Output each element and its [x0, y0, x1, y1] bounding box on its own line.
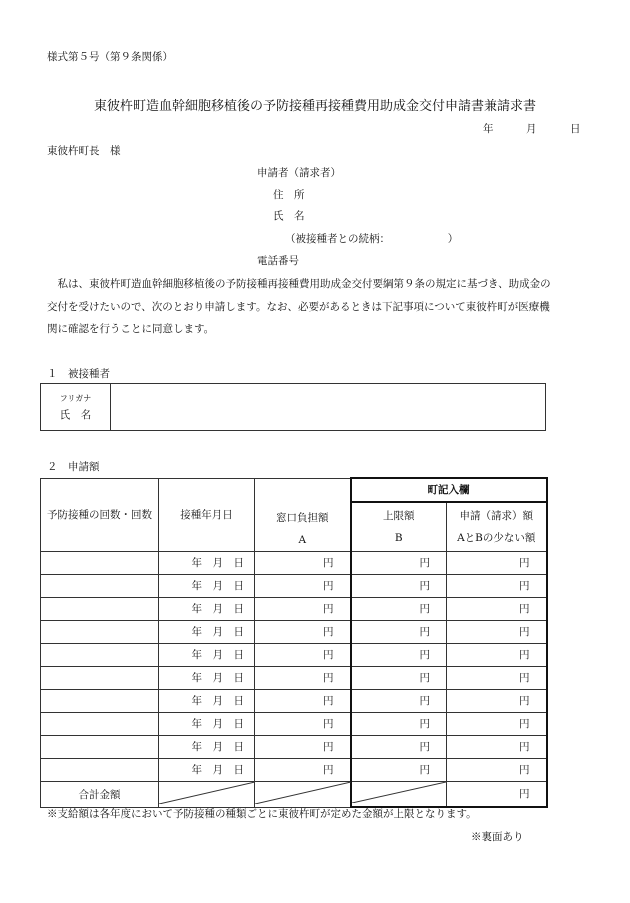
total-limit-blank	[351, 781, 447, 807]
date-cell[interactable]: 年 月 日	[159, 574, 255, 597]
recipient-name-label: 氏 名	[59, 409, 92, 421]
date-cell[interactable]: 年 月 日	[159, 551, 255, 574]
request-cell[interactable]: 円	[447, 758, 547, 781]
request-cell[interactable]: 円	[447, 689, 547, 712]
recipient-box	[40, 383, 546, 431]
copay-cell[interactable]: 円	[255, 597, 351, 620]
total-copay-blank	[255, 781, 351, 807]
copay-cell[interactable]: 円	[255, 574, 351, 597]
date-cell[interactable]: 年 月 日	[159, 643, 255, 666]
header-request-label: 申請（請求）額	[459, 509, 533, 522]
request-cell[interactable]: 円	[447, 620, 547, 643]
applicant-name-label: 氏 名	[273, 210, 305, 222]
table-row	[41, 574, 547, 597]
limit-cell[interactable]: 円	[351, 735, 447, 758]
copay-cell[interactable]: 円	[255, 689, 351, 712]
table-row	[41, 597, 547, 620]
header-request	[447, 502, 547, 551]
date-cell[interactable]: 年 月 日	[159, 597, 255, 620]
date-year: 年	[483, 123, 494, 135]
total-date-blank	[159, 781, 255, 807]
count-cell[interactable]	[41, 574, 159, 597]
section1-heading: １ 被接種者	[47, 368, 110, 380]
limit-cell[interactable]: 円	[351, 712, 447, 735]
copay-cell[interactable]: 円	[255, 551, 351, 574]
copay-cell[interactable]: 円	[255, 666, 351, 689]
request-cell[interactable]: 円	[447, 597, 547, 620]
form-number: 様式第５号（第９条関係）	[47, 51, 173, 63]
copay-cell[interactable]: 円	[255, 758, 351, 781]
reverse-side-note: ※裏面あり	[471, 831, 524, 843]
table-row	[41, 643, 547, 666]
body-text-line1: 私は、東彼杵町造血幹細胞移植後の予防接種再接種費用助成金交付要綱第９条の規定に基づき、助成金の	[47, 278, 551, 290]
date-month: 月	[526, 123, 537, 135]
limit-cell[interactable]: 円	[351, 643, 447, 666]
limit-cell[interactable]: 円	[351, 597, 447, 620]
request-cell[interactable]: 円	[447, 551, 547, 574]
recipient-label-cell	[41, 384, 111, 430]
copay-cell[interactable]: 円	[255, 735, 351, 758]
body-text-line2: 交付を受けたいので、次のとおり申請します。なお、必要があるときは下記事項について東彼杵町が医療機	[47, 301, 550, 313]
total-row	[41, 781, 547, 807]
applicant-relation-note: （被接種者との続柄： ）	[285, 233, 459, 245]
table-row	[41, 735, 547, 758]
total-label: 合計金額	[41, 781, 159, 807]
request-cell[interactable]: 円	[447, 643, 547, 666]
body-text-line3: 関に確認を行うことに同意します。	[47, 323, 215, 335]
request-cell[interactable]: 円	[447, 574, 547, 597]
date-cell[interactable]: 年 月 日	[159, 620, 255, 643]
table-rows	[41, 551, 547, 781]
request-cell[interactable]: 円	[447, 666, 547, 689]
header-request-sub: AとBの少ない額	[457, 531, 536, 544]
limit-cell[interactable]: 円	[351, 689, 447, 712]
table-row	[41, 689, 547, 712]
limit-note: ※支給額は各年度において予防接種の種類ごとに東彼杵町が定めた金額が上限となります。	[47, 808, 477, 820]
date-cell[interactable]: 年 月 日	[159, 735, 255, 758]
copay-cell[interactable]: 円	[255, 620, 351, 643]
copay-cell[interactable]: 円	[255, 643, 351, 666]
diagonal-line	[159, 782, 255, 804]
date-day: 日	[570, 123, 581, 135]
total-request-cell[interactable]: 円	[447, 781, 547, 807]
count-cell[interactable]	[41, 689, 159, 712]
table-row	[41, 758, 547, 781]
request-cell[interactable]: 円	[447, 735, 547, 758]
header-copay-sub: A	[298, 533, 307, 546]
header-copay-label: 窓口負担額	[276, 511, 329, 524]
count-cell[interactable]	[41, 712, 159, 735]
date-cell[interactable]: 年 月 日	[159, 666, 255, 689]
application-amount-table	[40, 477, 548, 808]
header-date: 接種年月日	[159, 478, 255, 551]
applicant-address-label: 住 所	[273, 189, 305, 201]
table-row	[41, 666, 547, 689]
date-cell[interactable]: 年 月 日	[159, 758, 255, 781]
date-cell[interactable]: 年 月 日	[159, 689, 255, 712]
header-copay	[255, 478, 351, 551]
table-row	[41, 551, 547, 574]
header-limit-label: 上限額	[383, 509, 415, 522]
section2-heading: ２ 申請額	[47, 461, 100, 473]
addressee: 東彼杵町長 様	[47, 145, 121, 157]
count-cell[interactable]	[41, 735, 159, 758]
header-count: 予防接種の回数・回数	[41, 478, 159, 551]
limit-cell[interactable]: 円	[351, 758, 447, 781]
count-cell[interactable]	[41, 643, 159, 666]
count-cell[interactable]	[41, 597, 159, 620]
count-cell[interactable]	[41, 758, 159, 781]
limit-cell[interactable]: 円	[351, 666, 447, 689]
diagonal-line	[352, 782, 446, 803]
header-limit	[351, 502, 447, 551]
applicant-phone-label: 電話番号	[257, 255, 299, 267]
town-entry-header: 町記入欄	[351, 478, 547, 502]
date-cell[interactable]: 年 月 日	[159, 712, 255, 735]
page-title: 東彼杵町造血幹細胞移植後の予防接種再接種費用助成金交付申請書兼請求書	[93, 99, 536, 114]
count-cell[interactable]	[41, 620, 159, 643]
diagonal-line	[255, 782, 351, 804]
limit-cell[interactable]: 円	[351, 620, 447, 643]
count-cell[interactable]	[41, 666, 159, 689]
header-limit-sub: B	[394, 531, 403, 544]
furigana-label: フリガナ	[59, 394, 92, 403]
table-row	[41, 620, 547, 643]
request-cell[interactable]: 円	[447, 712, 547, 735]
limit-cell[interactable]: 円	[351, 551, 447, 574]
limit-cell[interactable]: 円	[351, 574, 447, 597]
applicant-heading: 申請者（請求者）	[257, 167, 341, 179]
copay-cell[interactable]: 円	[255, 712, 351, 735]
recipient-name-field[interactable]	[111, 384, 545, 430]
count-cell[interactable]	[41, 551, 159, 574]
table-row	[41, 712, 547, 735]
